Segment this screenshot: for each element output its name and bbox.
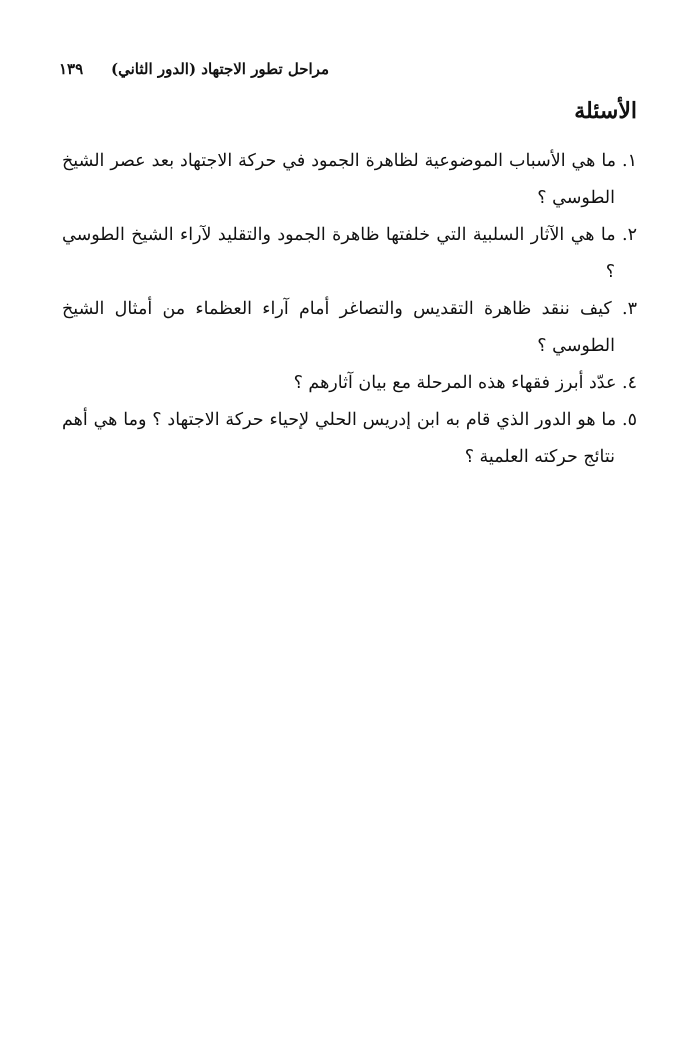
question-number: ٣. xyxy=(622,299,637,319)
question-item xyxy=(62,217,637,291)
question-text: كيف ننقد ظاهرة التقديس والتصاغر أمام آراء العظماء من أمثال الشيخ الطوسي ؟ xyxy=(62,299,615,356)
question-item xyxy=(62,402,637,476)
question-number: ٥. xyxy=(622,410,637,430)
question-item xyxy=(62,365,637,402)
question-item xyxy=(62,143,637,217)
question-number: ٢. xyxy=(622,225,637,245)
question-number: ١. xyxy=(622,151,637,171)
question-text: ما هي الآثار السلبية التي خلفتها ظاهرة الجمود والتقليد لآراء الشيخ الطوسي ؟ xyxy=(62,225,616,282)
running-head xyxy=(59,60,329,78)
question-item xyxy=(62,291,637,365)
page-number: ١٣٩ xyxy=(59,60,84,78)
question-text: ما هو الدور الذي قام به ابن إدريس الحلي لإحياء حركة الاجتهاد ؟ وما هي أهم نتائج حركته العلمية ؟ xyxy=(62,410,617,467)
question-number: ٤. xyxy=(622,373,637,393)
question-text: ما هي الأسباب الموضوعية لظاهرة الجمود في حركة الاجتهاد بعد عصر الشيخ الطوسي ؟ xyxy=(62,151,617,208)
question-text: عدّد أبرز فقهاء هذه المرحلة مع بيان آثارهم ؟ xyxy=(293,373,617,393)
running-head-title: مراحل تطور الاجتهاد (الدور الثاني) xyxy=(111,60,329,78)
section-title: الأسئلة xyxy=(574,98,637,124)
questions-list xyxy=(62,143,637,476)
